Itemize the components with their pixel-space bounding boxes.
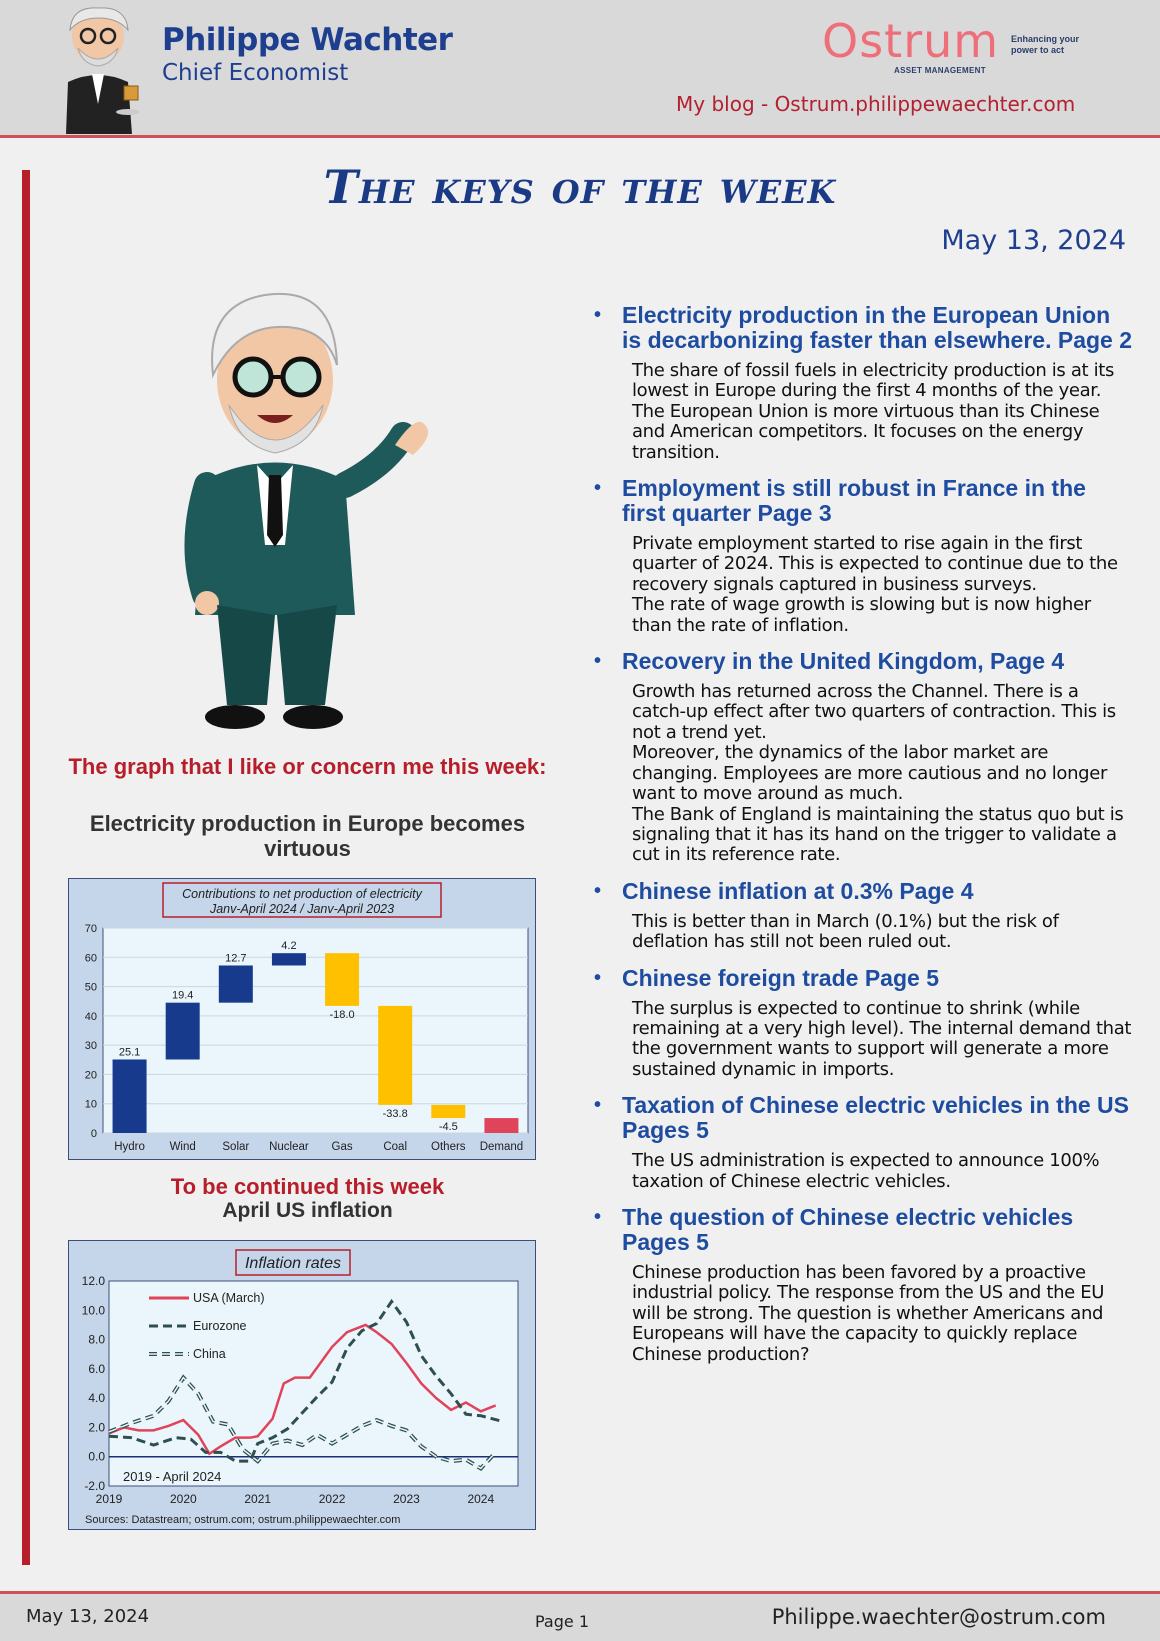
key-point-title-text: The question of Chinese electric vehicles Pages 5 [622, 1203, 1074, 1255]
chart2-legend-label: Eurozone [193, 1319, 247, 1333]
chart1-value-label: -18.0 [329, 1008, 355, 1021]
chart1-x-tick: Gas [331, 1141, 353, 1153]
bullet-icon: • [594, 304, 602, 326]
graph-section-subtitle: Electricity production in Europe becomes virtuous [89, 811, 526, 861]
chart1-x-tick: Coal [383, 1141, 408, 1153]
chart1-y-tick: 10 [84, 1098, 97, 1111]
chart1-y-tick: 0 [90, 1128, 97, 1140]
key-point-title [590, 1093, 1135, 1143]
chart2-y-tick: 6.0 [88, 1361, 105, 1376]
key-point-title [590, 879, 1135, 904]
chart1-value-label: 4.2 [281, 940, 297, 953]
logo-tagline: Enhancing your power to act [1011, 34, 1080, 55]
chart1-y-tick: 70 [84, 923, 97, 935]
chart2-x-tick: 2022 [318, 1492, 346, 1506]
bullet-icon: • [594, 477, 602, 500]
key-point-paragraph: The Bank of England is maintaining the status quo but is signaling that it has its hand on the trigger to validate a cut in its reference rate. [632, 803, 1124, 866]
chart2-x-tick: 2020 [170, 1492, 197, 1506]
chart1-bar [378, 1006, 412, 1105]
key-point-item [590, 966, 1135, 1081]
key-point-body [590, 912, 1135, 953]
key-point-title [590, 476, 1135, 526]
continued-heading: To be continued this week [170, 1174, 445, 1199]
key-point-title-text: Chinese inflation at 0.3% Page 4 [622, 877, 974, 904]
chart1-x-tick: Nuclear [269, 1141, 309, 1153]
page-footer [0, 1591, 1160, 1641]
chart1-x-tick: Others [431, 1141, 466, 1153]
bullet-icon: • [594, 966, 602, 989]
key-point-title-text: Employment is still robust in France in the first quarter Page 3 [622, 475, 1086, 527]
chart1-subtitle: Janv-April 2024 / Janv-April 2023 [209, 902, 395, 916]
chart2-source: Sources: Datastream; ostrum.com; ostrum.philippewaechter.com [85, 1514, 401, 1526]
key-point-item [590, 879, 1135, 953]
inflation-chart [68, 1240, 536, 1530]
chart2-x-tick: 2024 [467, 1492, 495, 1506]
chart2-y-tick: 0.0 [88, 1449, 105, 1464]
chart1-y-tick: 20 [84, 1069, 97, 1082]
bullet-icon: • [594, 879, 602, 902]
footer-email[interactable]: Philippe.waechter@ostrum.com [771, 1605, 1106, 1629]
chart2-y-tick: -2.0 [84, 1479, 105, 1493]
chart1-bar [166, 1003, 200, 1060]
chart2-title: Inflation rates [244, 1255, 342, 1272]
chart2-y-tick: 2.0 [88, 1420, 105, 1435]
chart2-period-note: 2019 - April 2024 [123, 1469, 222, 1484]
key-point-body [590, 1263, 1135, 1365]
page-header [0, 0, 1160, 138]
key-point-paragraph: The surplus is expected to continue to shrink (while remaining at a very high level). The internal demand that the government wants to support will generate a more sustained dynamic in imports. [632, 997, 1132, 1080]
chart1-bar [272, 953, 306, 965]
key-point-body [590, 999, 1135, 1081]
author-avatar [48, 4, 148, 134]
chart2-legend-label: China [193, 1347, 226, 1361]
chart1-bar [484, 1118, 518, 1133]
chart2-legend-label: USA (March) [193, 1291, 265, 1305]
footer-page-number: Page 1 [535, 1612, 589, 1631]
chart1-x-tick: Solar [222, 1141, 250, 1153]
key-point-paragraph: The rate of wage growth is slowing but is now higher than the rate of inflation. [632, 594, 1091, 636]
bullet-icon: • [594, 1205, 602, 1228]
issue-date: May 13, 2024 [941, 225, 1126, 256]
chart1-value-label: 12.7 [225, 952, 247, 965]
key-points-list [590, 303, 1135, 1378]
chart1-y-tick: 30 [84, 1040, 97, 1053]
chart1-y-tick: 40 [84, 1010, 97, 1023]
electricity-contribution-chart [68, 878, 536, 1160]
key-point-paragraph: Growth has returned across the Channel. There is a catch-up effect after two quarters of contraction. This is not a trend yet. [632, 681, 1116, 743]
chart1-bar [431, 1105, 465, 1118]
key-point-body [590, 682, 1135, 866]
chart1-value-label: 25.1 [118, 1046, 141, 1059]
key-point-paragraph: Private employment started to rise again in the first quarter of 2024. This is expected to continue due to the recovery signals captured in business surveys. [632, 533, 1118, 595]
chart2-x-tick: 2019 [95, 1492, 123, 1506]
key-point-title [590, 303, 1135, 353]
blog-link[interactable]: My blog - Ostrum.philippewaechter.com [676, 92, 1076, 116]
key-point-item [590, 649, 1135, 866]
chart1-value-label: -4.5 [438, 1121, 458, 1134]
footer-date: May 13, 2024 [26, 1606, 150, 1627]
chart2-y-tick: 12.0 [81, 1274, 105, 1288]
chart2-y-tick: 8.0 [88, 1332, 105, 1347]
key-point-title [590, 649, 1135, 674]
logo-subtitle: ASSET MANAGEMENT [894, 66, 986, 75]
key-point-body [590, 361, 1135, 463]
chart1-x-tick: Demand [479, 1141, 524, 1153]
chart1-y-tick: 50 [84, 981, 97, 994]
bullet-icon: • [594, 1094, 602, 1117]
key-point-paragraph: This is better than in March (0.1%) but the risk of deflation has still not been ruled out. [632, 910, 1059, 953]
ostrum-logo: Ostrum [822, 14, 1000, 68]
continued-subtitle: April US inflation [222, 1199, 393, 1222]
key-point-title-text: Electricity production in the European Union is decarbonizing faster than elsewhere. Page 2 [622, 302, 1133, 353]
chart1-value-label: -33.8 [382, 1107, 408, 1120]
chart1-bar [113, 1059, 147, 1133]
chart1-title: Contributions to net production of electricity [182, 887, 422, 901]
key-point-item [590, 303, 1135, 463]
chart2-y-tick: 10.0 [81, 1303, 105, 1318]
key-point-item [590, 476, 1135, 636]
key-point-item [590, 1093, 1135, 1192]
chart2-x-tick: 2023 [393, 1492, 420, 1506]
author-role: Chief Economist [162, 60, 349, 86]
chart1-value-label: 19.4 [171, 989, 194, 1002]
bullet-icon: • [594, 650, 602, 673]
key-point-paragraph: The share of fossil fuels in electricity production is at its lowest in Europe during the first 4 months of the year. The European Union is more virtuous than its Chinese and American competitors. It focuses on the energy transition. [632, 360, 1114, 463]
key-point-title [590, 966, 1135, 991]
key-point-paragraph: Chinese production has been favored by a proactive industrial policy. The response from the US and the EU will be strong. The question is whether Americans and Europeans will have the capacity to quickly replace Chinese production? [632, 1261, 1105, 1365]
chart1-y-tick: 60 [84, 952, 97, 965]
key-point-body [590, 1151, 1135, 1192]
key-point-paragraph: The US administration is expected to announce 100% taxation of Chinese electric vehicles. [632, 1150, 1100, 1192]
key-point-title [590, 1205, 1135, 1255]
chart1-bar [325, 953, 359, 1006]
electricity-chart-svg [69, 879, 535, 1159]
chart1-x-tick: Hydro [114, 1141, 145, 1153]
key-point-title-text: Chinese foreign trade Page 5 [622, 964, 939, 991]
author-name: Philippe Wachter [162, 22, 453, 58]
page-title: The keys of the week [323, 160, 837, 214]
inflation-chart-svg [69, 1241, 535, 1529]
key-point-title-text: Taxation of Chinese electric vehicles in the US Pages 5 [622, 1092, 1130, 1144]
chart1-bar [219, 965, 253, 1002]
key-point-title-text: Recovery in the United Kingdom, Page 4 [622, 648, 1065, 675]
graph-section-heading: The graph that I like or concern me this week: [68, 754, 547, 779]
chart2-x-tick: 2021 [244, 1492, 272, 1506]
key-point-item [590, 1205, 1135, 1365]
left-accent-bar [22, 170, 30, 1565]
key-point-paragraph: Moreover, the dynamics of the labor market are changing. Employees are more cautious and no longer want to move around as much. [632, 742, 1107, 805]
key-point-body [590, 534, 1135, 636]
economist-illustration [165, 285, 440, 745]
chart1-x-tick: Wind [169, 1141, 196, 1153]
chart2-y-tick: 4.0 [88, 1391, 105, 1406]
